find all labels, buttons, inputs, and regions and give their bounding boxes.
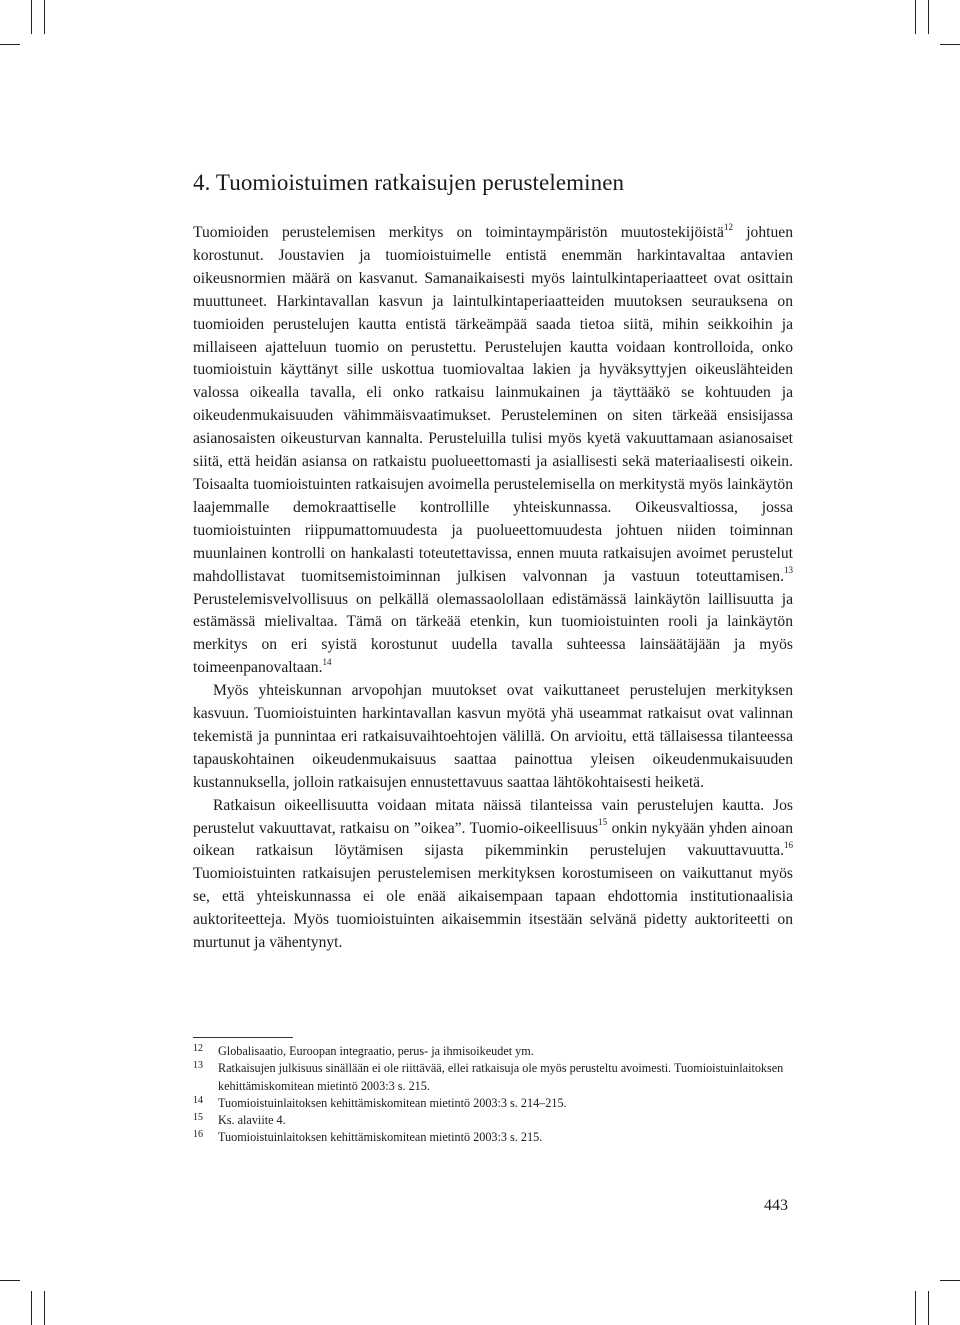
crop-mark	[928, 0, 929, 34]
footnote	[193, 1095, 793, 1112]
crop-mark	[0, 44, 20, 45]
crop-mark	[940, 44, 960, 45]
footnote-text: Tuomioistuinlaitoksen kehittämiskomitean mietintö 2003:3 s. 214–215.	[218, 1095, 567, 1110]
footnote	[193, 1060, 793, 1095]
text-span: Ratkaisun oikeellisuutta voidaan mitata näissä tilanteissa vain perustelujen kautta. Jos perustelut vakuuttavat, ratkaisu on ”oikea”. Tuomio-oikeellisuus	[193, 796, 793, 837]
page-number: 443	[764, 1197, 788, 1214]
footnote	[193, 1112, 793, 1129]
footnote-divider	[193, 1037, 293, 1038]
footnote	[193, 1129, 793, 1146]
footnote-ref[interactable]: 13	[784, 565, 793, 576]
footnote-number: 14	[193, 1094, 203, 1106]
footnote-text: Globalisaatio, Euroopan integraatio, perus- ja ihmisoikeudet ym.	[218, 1044, 534, 1058]
crop-mark	[44, 0, 45, 34]
footnote-number: 15	[193, 1112, 203, 1124]
body-text	[193, 222, 793, 955]
footnotes	[193, 1043, 793, 1147]
crop-mark	[31, 1291, 32, 1325]
paragraph	[193, 795, 793, 955]
paragraph	[193, 222, 793, 680]
paragraph: Myös yhteiskunnan arvopohjan muutokset ovat vaikuttaneet perustelujen merkityksen kasvuun. Tuomioistuinten harkintavallan kasvun myötä yhä useammat ratkaisut ovat valinnan tekemistä ja punnintaa eri ratkaisuvaihtoehtojen välillä. On arvioitu, että tällaisessa tilanteessa tapauskohtainen oikeudenmukaisuus saattaa painottua yleisen oikeudenmukaisuuden kustannuksella, jolloin ratkaisujen ennustettavuus saattaa lähtökohtaisesti heiketä.	[193, 682, 793, 791]
crop-mark	[915, 0, 916, 34]
footnote-text: Ks. alaviite 4.	[218, 1113, 286, 1128]
crop-mark	[44, 1291, 45, 1325]
crop-mark	[928, 1291, 929, 1325]
text-span: johtuen korostunut. Joustavien ja tuomioistuimelle entistä enemmän harkintavaltaa antavien oikeusnormien määrä on kasvanut. Samanaikaisesti myös laintulkintaperiaatteet ovat osittain muuttuneet. Harkintavallan kasvun ja laintulkintaperiaatteiden muutoksen seurauksena on tuomioiden perustelujen kautta entistä tärkeämpää saada tietoa siitä, mihin seikkoihin ja millaiseen ajatteluun tuomio on perustettu. Perustelujen kautta voidaan kontrolloida, onko tuomioistuin käyttänyt sille uskottua tuomiovaltaa lakien ja hyväksyttyjen oikeuslähteiden valossa oikealla tavalla, eli onko ratkaisu lainmukainen ja täyttääkö se kohtuuden ja oikeudenmukaisuuden vähimmäisvaatimukset. Perusteleminen on siten tärkeää ensisijassa asianosaisten oikeusturvan kannalta. Perusteluilla tulisi myös kyetä vakuuttamaan asianosaiset siitä, että heidän asiansa on ratkaistu puolueettomasti ja asiallisesti sekä materiaalisesti oikein. Toisaalta tuomioistuinten ratkaisujen avoimella perustelemisella on merkitystä myös lainkäytön laajemmalle demokraattiselle kontrollille yhteiskunnassa. Oikeusvaltiossa, jossa tuomioistuinten riippumattomuudesta ja puolueettomuudesta johtuen niiden toiminnan muunlainen kontrolli on hankalasti toteutettavissa, ennen muuta ratkaisujen avoimet perustelut mahdollistavat tuomitsemistoiminnan julkisen valvonnan ja vastuun toteuttamisen.	[193, 224, 793, 585]
footnote-number: 16	[193, 1129, 203, 1141]
footnote	[193, 1043, 793, 1060]
footnote-ref[interactable]: 14	[322, 657, 332, 668]
crop-mark	[940, 1280, 960, 1281]
footnote-text: Tuomioistuinlaitoksen kehittämiskomitean mietintö 2003:3 s. 215.	[218, 1130, 543, 1145]
text-span: Perustelemisvelvollisuus on pelkällä olemassaolollaan edistämässä lainkäytön laillisuutta ja estämässä mielivaltaa. Tämä on tärkeää etenkin, kun tuomioistuinten rooli ja lainkäytön merkitys on eri syistä korostunut uudella tavalla suhteessa lainsäätäjään ja myös toimeenpanovaltaan.	[193, 590, 793, 677]
text-span: onkin nykyään yhden ainoan oikean ratkaisun löytämisen sijasta pikemminkin perustelujen vakuuttavuutta.	[193, 819, 793, 860]
footnote-ref[interactable]: 12	[723, 221, 733, 232]
footnote-text: Ratkaisujen julkisuus sinällään ei ole riittävää, ellei ratkaisuja ole myös perusteltu avoimesti. Tuomioistuinlaitoksen kehittämiskomitean mietintö 2003:3 s. 215.	[218, 1061, 784, 1093]
footnote-ref[interactable]: 15	[598, 817, 608, 828]
text-span: Tuomioistuinten ratkaisujen perustelemisen merkityksen korostumiseen on vaikuttanut myös se, että yhteiskunnassa ei ole enää aikaisempaan tapaan ehdottomia institutionaalisia auktoriteetteja. Myös tuomioistuinten aikaisemmin itsestään selvänä pidetty auktoriteetti on murtunut ja vähentynyt.	[193, 865, 793, 952]
text-span: Tuomioiden perustelemisen merkitys on toimintaympäristön muutostekijöistä	[193, 224, 724, 241]
section-heading: 4. Tuomioistuimen ratkaisujen perusteleminen	[193, 170, 625, 195]
crop-mark	[0, 1280, 20, 1281]
crop-mark	[31, 0, 32, 34]
footnote-number: 13	[193, 1060, 203, 1072]
footnote-ref[interactable]: 16	[784, 840, 793, 851]
crop-mark	[915, 1291, 916, 1325]
footnote-number: 12	[193, 1043, 203, 1054]
